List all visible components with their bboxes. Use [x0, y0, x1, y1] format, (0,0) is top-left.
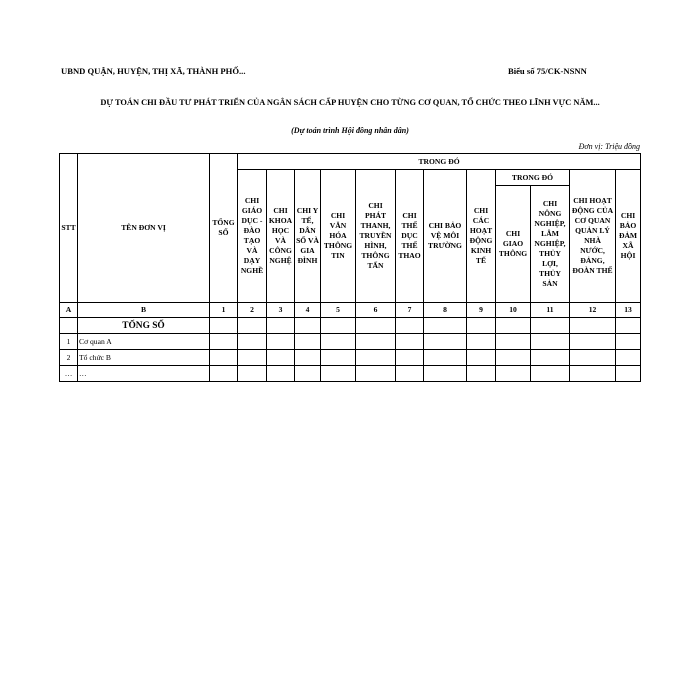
header-col-social-security: CHI BẢO ĐẢM XÃ HỘI [616, 170, 641, 303]
code-cell: 6 [356, 303, 396, 318]
data-cell [396, 334, 424, 350]
data-cell [210, 334, 238, 350]
data-cell [496, 318, 531, 334]
data-cell [295, 318, 321, 334]
header-col-broadcast: CHI PHÁT THANH, TRUYỀN HÌNH, THÔNG TẤN [356, 170, 396, 303]
header-col-transport: CHI GIAO THÔNG [496, 186, 531, 303]
data-cell [616, 350, 641, 366]
total-row-label: TỔNG SỐ [78, 318, 210, 334]
data-cell [321, 366, 356, 382]
form-number: Biểu số 75/CK-NSNN [508, 66, 587, 76]
data-cell [496, 350, 531, 366]
data-cell [467, 318, 496, 334]
document-subtitle: (Dự toán trình Hội đồng nhân dân) [291, 126, 409, 135]
data-cell [267, 334, 295, 350]
code-cell: 5 [321, 303, 356, 318]
agency-header: UBND QUẬN, HUYỆN, THỊ XÃ, THÀNH PHỐ... [61, 66, 246, 76]
data-cell [295, 334, 321, 350]
data-cell [356, 318, 396, 334]
data-cell [424, 366, 467, 382]
budget-table [59, 153, 641, 382]
header-total: TỔNG SỐ [210, 154, 238, 303]
data-cell [238, 334, 267, 350]
data-cell [570, 366, 616, 382]
row-unit-name: … [78, 366, 210, 382]
code-cell: 13 [616, 303, 641, 318]
data-cell [267, 350, 295, 366]
header-col-agriculture: CHI NÔNG NGHIỆP, LÂM NGHIỆP, THỦY LỢI, THỦY SẢN [531, 186, 570, 303]
code-cell: 12 [570, 303, 616, 318]
data-cell [616, 334, 641, 350]
header-col-science: CHI KHOA HỌC VÀ CÔNG NGHỆ [267, 170, 295, 303]
header-col-economic: CHI CÁC HOẠT ĐỘNG KINH TẾ [467, 170, 496, 303]
data-cell [238, 318, 267, 334]
data-cell [321, 334, 356, 350]
header-col-education: CHI GIÁO DỤC - ĐÀO TẠO VÀ DẠY NGHỀ [238, 170, 267, 303]
data-cell [531, 334, 570, 350]
row-stt: … [60, 366, 78, 382]
data-cell [396, 318, 424, 334]
data-cell [531, 318, 570, 334]
row-stt: 2 [60, 350, 78, 366]
data-cell [295, 350, 321, 366]
code-cell: A [60, 303, 78, 318]
header-group-in-which: TRONG ĐÓ [238, 154, 641, 170]
code-cell: 4 [295, 303, 321, 318]
data-cell [570, 350, 616, 366]
row-unit-name: Cơ quan A [78, 334, 210, 350]
total-row [60, 318, 641, 334]
data-cell [267, 318, 295, 334]
data-cell [321, 318, 356, 334]
data-cell [210, 318, 238, 334]
header-col-culture: CHI VĂN HÓA THÔNG TIN [321, 170, 356, 303]
data-cell [424, 334, 467, 350]
data-cell [616, 366, 641, 382]
header-col-environment: CHI BẢO VỆ MÔI TRƯỜNG [424, 170, 467, 303]
code-cell: 1 [210, 303, 238, 318]
data-cell [295, 366, 321, 382]
code-cell: 11 [531, 303, 570, 318]
code-cell: B [78, 303, 210, 318]
row-unit-name: Tổ chức B [78, 350, 210, 366]
data-cell [570, 318, 616, 334]
data-cell [467, 334, 496, 350]
row-stt: 1 [60, 334, 78, 350]
table-row [60, 334, 641, 350]
header-subgroup-in-which: TRONG ĐÓ [496, 170, 570, 186]
header-col-sports: CHI THỂ DỤC THỂ THAO [396, 170, 424, 303]
data-cell [356, 366, 396, 382]
data-cell [467, 350, 496, 366]
data-cell [60, 318, 78, 334]
header-stt: STT [60, 154, 78, 303]
data-cell [570, 334, 616, 350]
data-cell [238, 350, 267, 366]
table-row [60, 350, 641, 366]
data-cell [210, 350, 238, 366]
header-col-administration: CHI HOẠT ĐỘNG CỦA CƠ QUAN QUẢN LÝ NHÀ NƯỚC, ĐẢNG, ĐOÀN THỂ [570, 170, 616, 303]
data-cell [496, 366, 531, 382]
data-cell [356, 334, 396, 350]
data-cell [496, 334, 531, 350]
code-cell: 9 [467, 303, 496, 318]
code-cell: 2 [238, 303, 267, 318]
data-cell [467, 366, 496, 382]
data-cell [396, 366, 424, 382]
data-cell [210, 366, 238, 382]
data-cell [424, 318, 467, 334]
data-cell [267, 366, 295, 382]
code-cell: 3 [267, 303, 295, 318]
data-cell [238, 366, 267, 382]
data-cell [321, 350, 356, 366]
data-cell [356, 350, 396, 366]
data-cell [531, 350, 570, 366]
header-unit-name: TÊN ĐƠN VỊ [78, 154, 210, 303]
table-row [60, 366, 641, 382]
document-title: DỰ TOÁN CHI ĐẦU TƯ PHÁT TRIỂN CỦA NGÂN SÁCH CẤP HUYỆN CHO TỪNG CƠ QUAN, TỔ CHỨC THEO LĨNH VỰC NĂM... [100, 98, 600, 107]
data-cell [616, 318, 641, 334]
data-cell [396, 350, 424, 366]
data-cell [531, 366, 570, 382]
code-cell: 7 [396, 303, 424, 318]
data-cell [424, 350, 467, 366]
unit-label: Đơn vị: Triệu đồng [578, 142, 640, 151]
header-col-health: CHI Y TẾ, DÂN SỐ VÀ GIA ĐÌNH [295, 170, 321, 303]
code-cell: 8 [424, 303, 467, 318]
code-cell: 10 [496, 303, 531, 318]
